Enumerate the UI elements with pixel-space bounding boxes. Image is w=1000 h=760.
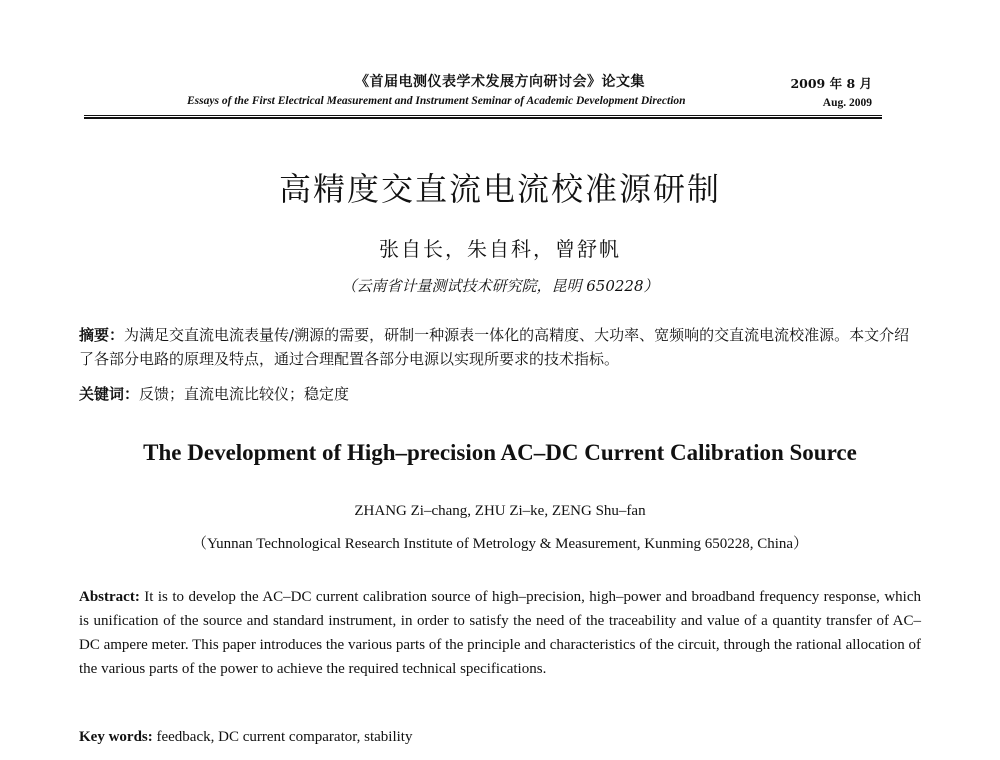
abstract-cn-label: 摘要： <box>79 326 125 344</box>
paper-title-en: The Development of High–precision AC–DC Current Calibration Source <box>143 440 857 465</box>
header-rule-thin <box>84 115 882 116</box>
abstract-cn <box>79 323 919 371</box>
keywords-cn-text: 反馈；直流电流比较仪；稳定度 <box>139 385 350 403</box>
abstract-en-text: It is to develop the AC–DC current calibration source of high–precision, high–power and broadband frequency response, which is unification of the source and standard instrument, in order to satisfy the need of the traceability and value of a quantity transfer of AC–DC ampere meter. This paper introduces the various parts of the principle and characteristics of the circuit, through the rational allocation of the various parts of the power to achieve the required technical specifications. <box>79 589 922 677</box>
keywords-en-text: feedback, DC current comparator, stability <box>156 729 413 745</box>
abstract-en <box>79 585 921 681</box>
authors-en: ZHANG Zi–chang, ZHU Zi–ke, ZENG Shu–fan <box>354 503 646 519</box>
abstract-cn-text: 为满足交直流电流表量传/溯源的需要，研制一种源表一体化的高精度、大功率、宽频响的交直流电流校准源。本文介绍了各部分电路的原理及特点，通过合理配置各部分电源以实现所要求的技术指标。 <box>79 326 910 368</box>
issue-date-cn: 2009 年 8 月 <box>790 76 872 91</box>
keywords-en-label: Key words: <box>79 729 153 745</box>
keywords-en <box>79 729 412 746</box>
abstract-en-label: Abstract: <box>79 589 140 605</box>
journal-title-en: Essays of the First Electrical Measurement and Instrument Seminar of Academic Development Direction <box>187 95 686 107</box>
affiliation-en: （Yunnan Technological Research Institute of Metrology & Measurement, Kunming 650228, China） <box>191 536 809 552</box>
issue-date-en: Aug. 2009 <box>822 97 872 109</box>
keywords-cn <box>79 383 349 404</box>
affiliation-cn: （云南省计量测试技术研究院，昆明 650228） <box>341 277 659 295</box>
paper-title-cn: 高精度交直流电流校准源研制 <box>278 170 721 208</box>
journal-title-cn: 《首届电测仪表学术发展方向研讨会》论文集 <box>355 74 645 90</box>
authors-cn: 张自长，朱自科，曾舒帆 <box>379 237 621 261</box>
keywords-cn-label: 关键词： <box>79 385 140 403</box>
header-rule-thick <box>84 117 882 119</box>
